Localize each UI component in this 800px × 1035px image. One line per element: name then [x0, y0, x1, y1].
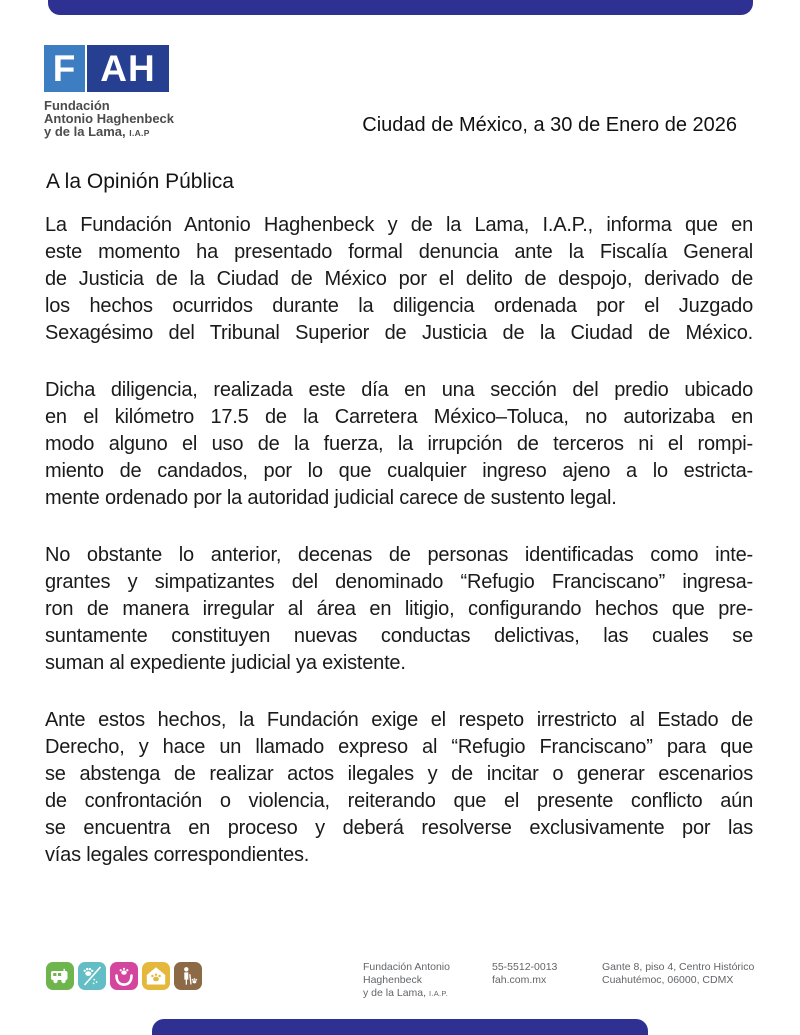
- body-line: se abstenga de realizar actos ilegales y de incitar o generar escenarios: [45, 763, 753, 785]
- body-line: miento de candados, por lo que cualquier ingreso ajeno a lo estricta-: [45, 460, 753, 482]
- body-line: modo alguno el uso de la fuerza, la irrupción de terceros ni el rompi-: [45, 433, 753, 455]
- body-line: los hechos ocurridos durante la diligencia ordenada por el Juzgado: [45, 295, 753, 317]
- footer-phone: 55-5512-0013: [492, 961, 558, 973]
- body-line: Derecho, y hace un llamado expreso al “Refugio Franciscano” para que: [45, 736, 753, 758]
- fah-logo-f-block: [44, 45, 85, 92]
- footer-address: [602, 961, 754, 987]
- paw-slash-icon: [78, 962, 106, 990]
- paragraph: [45, 377, 753, 512]
- body-line: Dicha diligencia, realizada este día en una sección del predio ubicado: [45, 379, 753, 401]
- fah-logo-caption: [44, 99, 174, 140]
- body-line: se encuentra en proceso y deberá resolverse exclusivamente por las: [45, 817, 753, 839]
- body-line: vías legales correspondientes.: [45, 844, 310, 866]
- footer-org-iap: I.A.P.: [428, 989, 449, 998]
- body-line: de Justicia de la Ciudad de México por el delito de despojo, derivado de: [45, 268, 753, 290]
- footer-org-line3: y de la Lama, I.A.P.: [363, 987, 449, 999]
- footer-org-line1: Fundación Antonio: [363, 961, 450, 973]
- logo-caption-line2: Antonio Haghenbeck: [44, 111, 175, 126]
- logo-caption-line3: y de la Lama, I.A.P: [44, 124, 150, 139]
- footer-address-line1: Gante 8, piso 4, Centro Histórico: [602, 961, 755, 973]
- paragraph: [45, 542, 753, 677]
- body-line: mente ordenado por la autoridad judicial carece de sustento legal.: [45, 487, 617, 509]
- body-line: ron de manera irregular al área en litigio, configurando hechos que pre-: [45, 598, 753, 620]
- footer-org: [363, 961, 450, 1000]
- body-line: de confrontación o violencia, reiterando que el presente conflicto aún: [45, 790, 753, 812]
- letter-body: [45, 212, 753, 899]
- body-line: este momento ha presentado formal denuncia ante la Fiscalía General: [45, 241, 753, 263]
- body-line: Ante estos hechos, la Fundación exige el respeto irrestricto al Estado de: [45, 709, 753, 731]
- mobile-unit-icon: [46, 962, 74, 990]
- footer-website: fah.com.mx: [492, 974, 547, 986]
- body-line: Sexagésimo del Tribunal Superior de Justicia de la Ciudad de México.: [45, 322, 753, 344]
- shelter-house-icon: [142, 962, 170, 990]
- top-brand-bar: [48, 0, 753, 15]
- body-line: en el kilómetro 17.5 de la Carretera México–Toluca, no autorizaba en: [45, 406, 753, 428]
- fah-logo-ah-block: [87, 45, 169, 92]
- logo-caption-iap: I.A.P: [129, 128, 150, 138]
- footer-address-line2: Cuahutémoc, 06000, CDMX: [602, 974, 734, 986]
- body-line: suntamente constituyen nuevas conductas delictivas, las cuales se: [45, 625, 753, 647]
- body-line: grantes y simpatizantes del denominado “Refugio Franciscano” ingresa-: [45, 571, 753, 593]
- fah-logo-ah: AH: [100, 48, 156, 89]
- fah-logo: [44, 45, 174, 140]
- logo-caption-line1: Fundación: [44, 98, 110, 113]
- program-icons: [46, 962, 202, 990]
- body-line: No obstante lo anterior, decenas de personas identificadas como inte-: [45, 544, 753, 566]
- footer-org-line2: Haghenbeck: [363, 974, 422, 986]
- paragraph: [45, 707, 753, 869]
- footer-contact: [492, 961, 557, 987]
- fah-logo-f: F: [52, 48, 77, 89]
- body-line: La Fundación Antonio Haghenbeck y de la Lama, I.A.P., informa que en: [45, 214, 753, 236]
- bottom-brand-bar: [152, 1019, 648, 1035]
- body-line: suman al expediente judicial ya existente.: [45, 652, 406, 674]
- hands-paw-icon: [110, 962, 138, 990]
- date-line: Ciudad de México, a 30 de Enero de 2026: [362, 114, 737, 136]
- elderly-person-paw-icon: [174, 962, 202, 990]
- paragraph: [45, 212, 753, 347]
- fah-logo-letters: [44, 45, 174, 92]
- salutation: A la Opinión Pública: [46, 170, 234, 193]
